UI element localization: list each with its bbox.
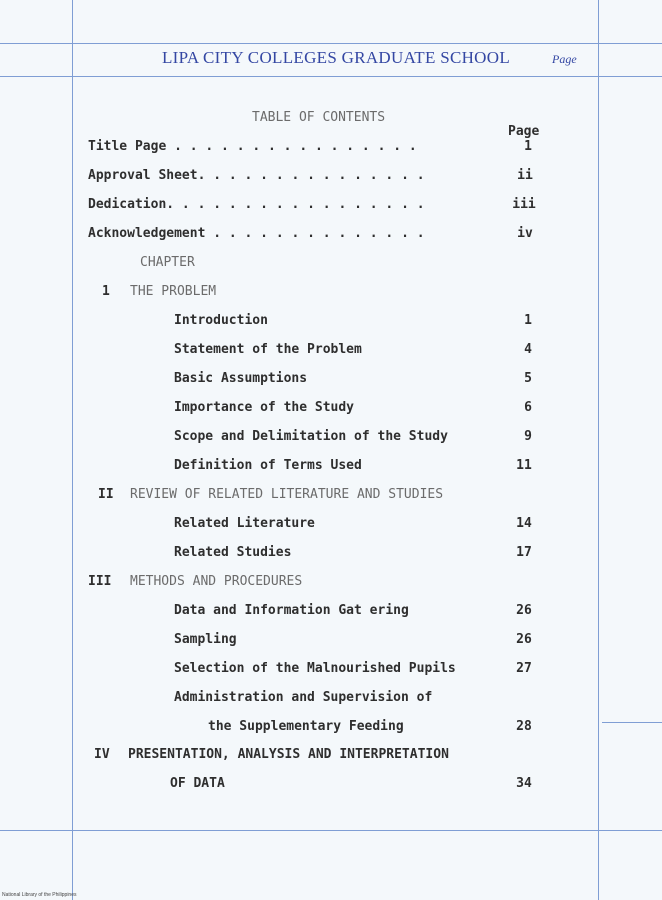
margin-line-left bbox=[72, 0, 73, 900]
toc-section: Definition of Terms Used bbox=[174, 458, 362, 473]
toc-section: Introduction bbox=[174, 313, 268, 328]
chapter-4-title: PRESENTATION, ANALYSIS AND INTERPRETATION bbox=[128, 747, 449, 762]
toc-section-page: 9 bbox=[524, 429, 532, 444]
toc-section-page: 14 bbox=[516, 516, 532, 531]
header-page-label: Page bbox=[552, 52, 577, 66]
toc-page-title-page: 1 bbox=[524, 139, 532, 154]
toc-entry-title-page: Title Page . . . . . . . . . . . . . . . . bbox=[88, 139, 417, 154]
toc-section: Related Literature bbox=[174, 516, 315, 531]
toc-section: Data and Information Gat ering bbox=[174, 603, 409, 618]
right-margin-rule bbox=[602, 722, 662, 723]
toc-section: Related Studies bbox=[174, 545, 292, 560]
toc-section-page: 11 bbox=[516, 458, 532, 473]
chapter-3-number: III bbox=[88, 574, 112, 589]
chapter-3-title: METHODS AND PROCEDURES bbox=[130, 574, 303, 589]
chapter-1-title: THE PROBLEM bbox=[130, 284, 217, 299]
toc-page-approval-sheet: ii bbox=[517, 168, 533, 183]
toc-page-dedication: iii bbox=[512, 197, 536, 212]
toc-section-page: 1 bbox=[524, 313, 532, 328]
toc-section-page: 26 bbox=[516, 632, 532, 647]
chapter-4-number: IV bbox=[94, 747, 110, 762]
toc-section-page: 28 bbox=[516, 719, 532, 734]
toc-section-page: 6 bbox=[524, 400, 532, 415]
toc-section-page: 5 bbox=[524, 371, 532, 386]
toc-section: Statement of the Problem bbox=[174, 342, 362, 357]
toc-section: Scope and Delimitation of the Study bbox=[174, 429, 448, 444]
toc-section-page: 26 bbox=[516, 603, 532, 618]
toc-entry-dedication: Dedication. . . . . . . . . . . . . . . . . bbox=[88, 197, 425, 212]
chapter-label: CHAPTER bbox=[140, 255, 195, 270]
margin-line-right bbox=[598, 0, 599, 900]
toc-section: the Supplementary Feeding bbox=[208, 719, 404, 734]
header-title: LIPA CITY COLLEGES GRADUATE SCHOOL bbox=[162, 48, 511, 67]
chapter-2-title: REVIEW OF RELATED LITERATURE AND STUDIES bbox=[130, 487, 444, 502]
toc-section: Importance of the Study bbox=[174, 400, 355, 415]
header-rule-bottom bbox=[0, 76, 662, 77]
toc-section-page: 27 bbox=[516, 661, 532, 676]
chapter-4-title-cont: OF DATA bbox=[170, 776, 225, 791]
toc-heading: TABLE OF CONTENTS bbox=[252, 110, 386, 125]
toc-section-page: 17 bbox=[516, 545, 532, 560]
chapter-1-number: 1 bbox=[102, 284, 110, 299]
toc-entry-approval-sheet: Approval Sheet. . . . . . . . . . . . . . . bbox=[88, 168, 425, 183]
toc-section: Basic Assumptions bbox=[174, 371, 308, 386]
header-rule-top bbox=[0, 43, 662, 44]
toc-section: Sampling bbox=[174, 632, 237, 647]
chapter-2-number: II bbox=[98, 487, 114, 502]
toc-page-acknowledgement: iv bbox=[517, 226, 533, 241]
footer-text: National Library of the Philippines bbox=[2, 892, 77, 898]
toc-section: Administration and Supervision of bbox=[174, 690, 433, 705]
toc-section: Selection of the Malnourished Pupils bbox=[174, 661, 456, 676]
toc-entry-acknowledgement: Acknowledgement . . . . . . . . . . . . . . bbox=[88, 226, 425, 241]
toc-section-page: 4 bbox=[524, 342, 532, 357]
chapter-4-page: 34 bbox=[516, 776, 532, 791]
page-column-label: Page bbox=[508, 124, 540, 139]
footer-rule bbox=[0, 830, 662, 831]
